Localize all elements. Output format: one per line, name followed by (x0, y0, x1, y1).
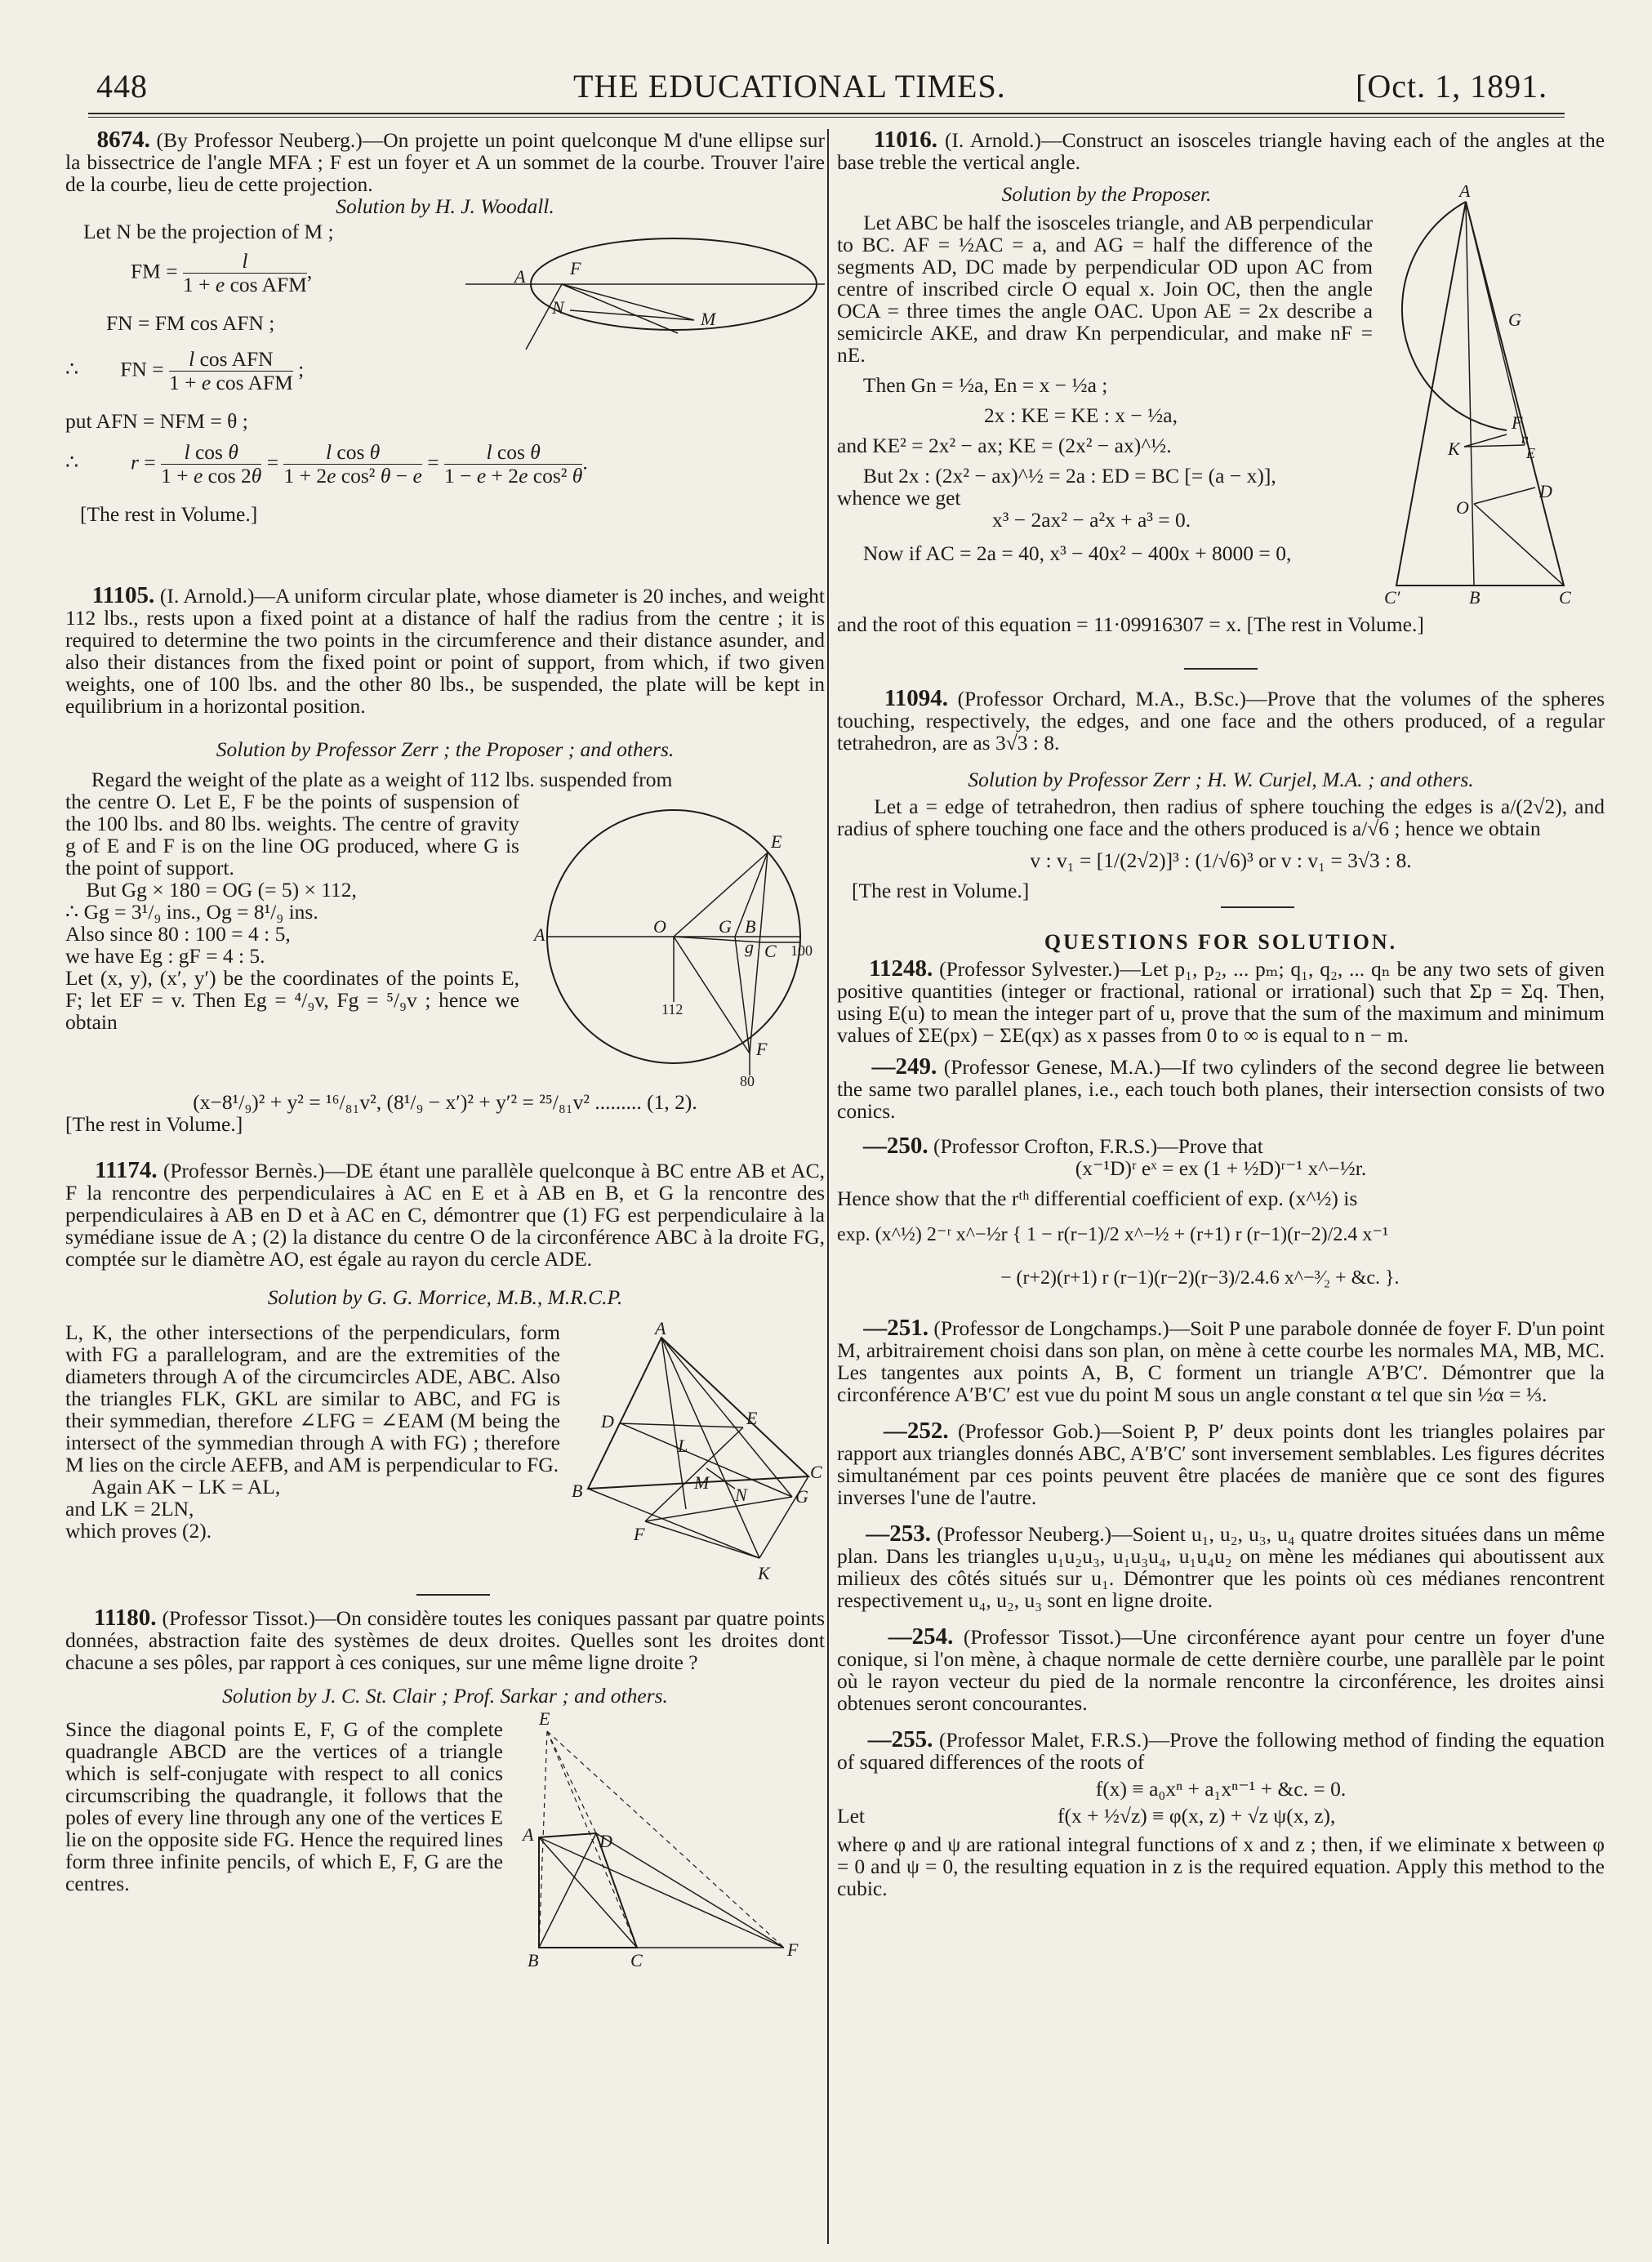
problem-11094: 11094. (Professor Orchard, M.A., B.Sc.)—Prove that the volumes of the spheres touching, respectively, the edges, and one face and the others produced, of a regular tetrahedron, are as 3√3 : 8. (837, 685, 1605, 755)
figure-complete-quadrangle (514, 1707, 808, 1968)
svg-text:A: A (534, 924, 545, 945)
problem-number: 8674. (96, 127, 150, 153)
svg-text:80: 80 (740, 1073, 755, 1088)
svg-text:C: C (810, 1462, 822, 1482)
svg-text:K: K (758, 1563, 770, 1583)
question-252: —252. (Professor Gob.)—Soient P, P′ deux points dont les triangles polaires par rapport aux triangles donnés ABC, A′B′C′ sont inversement semblables. Les figures décrites simultanément par ces points peuvent être placées de manière que ce sont des figures inverses l'une de l'autre. (837, 1418, 1605, 1509)
figure-circular-plate (531, 794, 825, 1088)
question-251: —251. (Professor de Longchamps.)—Soit P une parabole donnée de foyer F. D'un point M, arbitrairement choisi dans son plan, on mène à cette courbe les normales MA, MB, MC. Les tangentes aux points A, B, C forment un triangle A′B′C′. Démontrer que la circonférence A′B′C′ est vue du point M sous un angle constant α tel que sin ½α = ⅓. (837, 1315, 1605, 1406)
svg-text:F: F (1512, 412, 1523, 433)
svg-text:M: M (694, 1472, 710, 1493)
question-250: —250. (Professor Crofton, F.R.S.)—Prove that (862, 1133, 1263, 1159)
problem-11180: 11180. (Professor Tissot.)—On considère toutes les coniques passant par quatre points données, abstraction faite des systèmes de deux droites. Quelles sont les droites dont chacune a ses pôles, par rapport à ces coniques, sur une même ligne droite ? (65, 1605, 826, 1674)
question-253: —253. (Professor Neuberg.)—Soient u₁, u₂, u₃, u₄ quatre droites situées dans un même plan. Dans les triangles u₁u₂u₃, u₁u₃u₄, u₁u₄u₂ on mène les médianes qui aboutissent aux milieux des côtés situés sur u₁. Démontrer que les points où ces médianes rencontrent respectivement u₄, u₂, u₃ sont en ligne droite. (837, 1521, 1605, 1612)
header-rule (88, 113, 1565, 114)
solution-byline: Solution by H. J. Woodall. (336, 194, 554, 218)
svg-text:E: E (539, 1708, 550, 1729)
label-F: F (570, 258, 581, 278)
svg-text:D: D (1539, 481, 1552, 501)
right-column: 11016. (I. Arnold.)—Construct an isosceles triangle having each of the angles at the base treble the vertical angle. Solution by the Proposer. A G F n E K O D C′ B C Let ABC be half the isosceles triangle, and AB perpendicular to BC. AF = ½AC = a, and AG = half the difference of the segments AD, DC made by perpendicular OD upon AC from centre of inscribed circle O equal x. Join OC, then the angle OCA = three times the angle OAC. Upon AE = 2x describe a semicircle AKE, and draw Kn perpendicular, and make nF = nE. Then Gn = ½a, En = x − ½a ; 2x : KE = KE : x − ½a, and KE² = 2x² − ax; KE = (2x² − ax)^½. But 2x : (2x² − ax)^½ = 2a : ED = BC [= (a − x)], whence we get x³ − 2ax² − a²x + a³ = 0. Now if AC = 2a = 40, x³ − 40x² − 400x + 8000 = 0, and the root of this equation = 11·09916307 = x. [The rest in Volume.] 11094. (Professor Orchard, M.A., B.Sc.)—Prove that the volumes of the spheres touching, respectively, the edges, and one face and the others produced, of a regular tetrahedron, are as 3√3 : 8. Solution by Professor Zerr ; H. W. Curjel, M.A. ; and others. Let a = edge of tetrahedron, then radius of sphere touching the edges is a/(2√2), and radius of sphere touching one face and the others produced is a/√6 ; hence we obtain v : v₁ = [1/(2√2)]³ : (1/√6)³ or v : v₁ = 3√3 : 8. [The rest in Volume.] QUESTIONS FOR SOLUTION. 11248. (Professor Sylvester.)—Let p₁, p₂, ... pₘ; q₁, q₂, ... qₙ be any two sets of given positive quantities (integer or fractional, rational or irrational) such that Σp = Σq. Then, using E(u) to mean the integer part of u, prove that the sum of the maximum and minimum values of ΣE(px) − ΣE(qx) as x passes from 0 to ∞ is equal to n − m. —249. (Professor Genese, M.A.)—If two cylinders of the second degree lie between the same two parallel planes, i.e., each touch both planes, their intersection consists of two conics. —250. (Professor Crofton, F.R.S.)—Prove that (x⁻¹D)ʳ eˣ = ex (1 + ½D)ʳ⁻¹ x^−½r. Hence show that the rᵗʰ differential coefficient of exp. (x^½) is exp. (x^½) 2⁻ʳ x^−½r { 1 − r(r−1)/2 x^−½ + (r+1) r (r−1)(r−2)/2.4 x⁻¹ − (r+2)(r+1) r (r−1)(r−2)(r−3)/2.4.6 x^−³⁄₂ + &c. }. —251. (Professor de Longchamps.)—Soit P une parabole donnée de foyer F. D'un point M, arbitrairement choisi dans son plan, on mène à cette courbe les normales MA, MB, MC. Les tangentes aux points A, B, C forment un triangle A′B′C′. Démontrer que la circonférence A′B′C′ est vue du point M sous un angle constant α tel que sin ½α = ⅓. —252. (Professor Gob.)—Soient P, P′ deux points dont les triangles polaires par rapport aux triangles donnés ABC, A′B′C′ sont inversement semblables. Les figures décrites simultanément par ces points peuvent être placées de manière que ce sont des figures inverses l'une de l'autre. —253. (Professor Neuberg.)—Soient u₁, u₂, u₃, u₄ quatre droites situées dans un même plan. Dans les triangles u₁u₂u₃, u₁u₃u₄, u₁u₄u₂ on mène les médianes qui aboutissent aux milieux des côtés situés sur u₁. Démontrer que les points où ces médianes rencontrent respectivement u₄, u₂, u₃ sont en ligne droite. —254. (Professor Tissot.)—Une circonférence ayant pour centre un foyer d'une conique, si l'on mène, à chaque normale de cette dernière courbe, une parallèle par le point où le rayon vecteur du pied de la normale rencontre la circonférence, les droites ainsi obtenues seront concourantes. —255. (Professor Malet, F.R.S.)—Prove the following method of finding the equation of squared differences of the roots of f(x) ≡ a₀xⁿ + a₁xⁿ⁻¹ + &c. = 0. Let f(x + ½√z) ≡ φ(x, z) + √z ψ(x, z), where φ and ψ are rational integral functions of x and z ; then, if we eliminate x between φ = 0 and ψ = 0, the resulting equation in z is the required equation. Apply this method to the cubic. (837, 127, 1605, 1900)
svg-text:A: A (1459, 185, 1471, 201)
svg-text:G: G (1508, 309, 1521, 330)
solution-8674: A F N M Let N be the projection of M ; FM = $\frac{l}{\text{1 + e cos AFM}}$ , FN = FM cos AFN ; ∴ FN = $\frac{\text{l cos AFN}}{\text{1 + e cos AFM}}$ ; put AFN = NFM = θ ; ∴ r = $\frac{\text{l cos θ}}{\text{1 + e cos 2θ}}$ = $\frac{\text{l cos θ}}{\text{1 + 2e cos² θ − e}}$ = $\frac{\text{l cos θ}}{\text{1 − e + 2e cos² θ}}$ . [The rest in Volume.] (65, 217, 825, 575)
svg-text:G: G (795, 1486, 808, 1507)
svg-text:E: E (771, 831, 782, 852)
svg-text:F: F (634, 1524, 645, 1544)
svg-text:B: B (572, 1481, 583, 1501)
svg-text:112: 112 (661, 1001, 684, 1017)
questions-heading: QUESTIONS FOR SOLUTION. (1044, 930, 1398, 954)
svg-text:C′: C′ (1384, 587, 1400, 608)
header-rule-thin (88, 117, 1565, 118)
svg-text:B: B (745, 916, 756, 937)
svg-text:F: F (787, 1939, 799, 1960)
svg-text:C: C (1559, 587, 1571, 608)
issue-date: [Oct. 1, 1891. (1356, 68, 1548, 105)
section-separator (416, 1594, 490, 1596)
question-254: —254. (Professor Tissot.)—Une circonférence ayant pour centre un foyer d'une conique, si l'on mène, à chaque normale de cette dernière courbe, une parallèle par le point où le rayon vecteur du pied de la normale rencontre la circonférence, les droites ainsi obtenues seront concourantes. (837, 1623, 1605, 1715)
column-divider (827, 129, 829, 2244)
svg-text:100: 100 (790, 942, 813, 959)
section-separator (1221, 906, 1294, 908)
problem-11016: 11016. (I. Arnold.)—Construct an isosceles triangle having each of the angles at the base treble the vertical angle. (837, 127, 1605, 174)
svg-text:g: g (745, 937, 754, 957)
svg-text:L: L (678, 1436, 688, 1456)
problem-8674: 8674. (By Professor Neuberg.)—On projette un point quelconque M d'une ellipse sur la bissectrice de l'angle MFA ; F est un foyer et A un sommet de la courbe. Trouver l'aire de la courbe, lieu de cette projection. (65, 127, 826, 196)
question-255: —255. (Professor Malet, F.R.S.)—Prove the following method of finding the equation of squared differences of the roots of (837, 1726, 1605, 1774)
rest-in-volume: [The rest in Volume.] (80, 502, 258, 526)
figure-triangle-symmedian (572, 1321, 825, 1591)
svg-text:B: B (1469, 587, 1481, 608)
svg-text:O: O (1456, 497, 1469, 518)
eq-fm: FM = $\frac{l}{\text{1 + e cos AFM}}$ , (131, 249, 313, 296)
svg-text:G: G (719, 916, 732, 937)
svg-text:K: K (1448, 439, 1460, 459)
page-number: 448 (96, 68, 148, 105)
label-A: A (514, 266, 526, 287)
eq-r: ∴ r = $\frac{\text{l cos θ}}{\text{1 + e cos 2θ}}$ = $\frac{\text{l cos θ}}{\text{1 + 2e cos² θ − e}}$ = $\frac{\text{l cos θ}}{\text{1 − e + 2e cos² θ}}$ . (65, 440, 588, 488)
svg-text:B: B (528, 1950, 539, 1968)
figure-ellipse (465, 229, 825, 351)
svg-text:N: N (735, 1485, 747, 1505)
svg-text:E: E (746, 1408, 758, 1428)
svg-text:A: A (523, 1824, 534, 1845)
svg-text:O: O (653, 916, 666, 937)
problem-11105: 11105. (I. Arnold.)—A uniform circular plate, whose diameter is 20 inches, and weight 112 lbs., rests upon a fixed point at a distance of half the radius from the centre ; it is required to determine the two points in the circumference and their distance asunder, and also their distances from the fixed point or point of support, from which, if two given weights, one of 100 lbs. and the other 80 lbs., be suspended, the plate will be kept in equilibrium in a horizontal position. (65, 582, 826, 718)
journal-title: THE EDUCATIONAL TIMES. (573, 68, 1006, 105)
svg-text:F: F (756, 1039, 768, 1059)
svg-text:D: D (601, 1411, 614, 1432)
svg-text:D: D (599, 1831, 612, 1851)
question-249: —249. (Professor Genese, M.A.)—If two cylinders of the second degree lie between the same two parallel planes, i.e., each touch both planes, their intersection consists of two conics. (837, 1053, 1605, 1123)
label-N: N (552, 297, 564, 318)
label-M: M (701, 309, 716, 329)
left-column: 8674. (By Professor Neuberg.)—On projette un point quelconque M d'une ellipse sur la bissectrice de l'angle MFA ; F est un foyer et A un sommet de la courbe. Trouver l'aire de la courbe, lieu de cette projection. Solution by H. J. Woodall. A F N M Let N be the projection of M ; FM = $\frac{l}{\text{1 + e cos AFM}}$ , FN = FM cos AFN ; ∴ FN = $\frac{\text{l cos AFN}}{\text{1 + e cos AFM}}$ ; put AFN = NFM = θ ; ∴ r = $\frac{\text{l cos θ}}{\text{1 + e cos 2θ}}$ = $\frac{\text{l cos θ}}{\text{1 + 2e cos² θ − e}}$ = $\frac{\text{l cos θ}}{\text{1 − e + 2e cos² θ}}$ . [The rest in Volume.] 11105. (I. Arnold.)—A uniform circular plate, whose diameter is 20 inches, and weight 112 lbs., rests upon a fixed point at a distance of half the radius from the centre ; it is required to determine the two points in the circumference and their distance asunder, and also their distances from the fixed point or point of support, from which, if two given weights, one of 100 lbs. and the other 80 lbs., be suspended, the plate will be kept in equilibrium in a horizontal position. Solution by Professor Zerr ; the Proposer ; and others. Regard the weight of the plate as a weight of 112 lbs. suspended from A O G B g C E F 100 112 80 the centre O. Let E, F be the points of suspension of the 100 lbs. and 80 lbs. weights. The centre of gravity g of E and F is on the line OG produced, where G is the point of support. But Gg × 180 = OG (= 5) × 112, ∴ Gg = 3¹/₉ ins., Og = 8¹/₉ ins. Also since 80 : 100 = 4 : 5, we have Eg : gF = 4 : 5. Let (x, y), (x′, y′) be the coordinates of the points E, F; let EF = v. Then Eg = ⁴/₉v, Fg = ⁵/₉v ; hence we obtain (x−8¹/₉)² + y² = ¹⁶/₈₁v², (8¹/₉ − x′)² + y′² = ²⁵/₈₁v² ......... (1, 2). [The rest in Volume.] 11174. (Professor Bernès.)—DE étant une parallèle quelconque à BC entre AB et AC, F la rencontre des perpendiculaires à AC en E et à AB en B, et G la rencontre des perpendiculaires à AB en D et à AC en C, démontrer que (1) FG est perpendiculaire à la symédiane issue de A ; (2) la distance du centre O de la circonférence ABC à la droite FG, comptée sur le diamètre AO, est égale au rayon du cercle ADE. Solution by G. G. Morrice, M.B., M.R.C.P. A D E L B M N C G F K L, K, the other intersections of the perpendiculars, form with FG a parallelogram, and are the extremities of the diameters through A of the circumcircles ADE, ABC. Also the triangles FLK, GKL are similar to ABC, and FG is their symmedian, therefore ∠LFG = ∠EAM (M being the intersect of the symmedian through A with FG) ; therefore M lies on the circle AEFB, and AM is perpendicular to FG. Again AK − LK = AL, and LK = 2LN, which proves (2). 11180. (Professor Tissot.)—On considère toutes les coniques passant par quatre points données, abstraction faite des systèmes de deux droites. Quelles sont les droites dont chacune a ses pôles, par rapport à ces coniques, sur une même ligne droite ? Solution by J. C. St. Clair ; Prof. Sarkar ; and others. E A D B C F Since the diagonal points E, F, G of the complete quadrangle ABCD are the vertices of a triangle which is self-conjugate with respect to all conics circumscribing the quadrangle, it follows that the poles of every line through any one of the vertices E lie on the opposite side FG. Hence the required lines form three infinite pencils, of which E, F, G are the centres. (65, 129, 825, 1971)
eq-fn: ∴ FN = $\frac{\text{l cos AFN}}{\text{1 + e cos AFM}}$ ; (65, 347, 305, 394)
figure-isosceles-construction (1384, 185, 1605, 610)
svg-text:C: C (764, 941, 777, 961)
svg-text:E: E (1526, 445, 1535, 461)
problem-11174: 11174. (Professor Bernès.)—DE étant une parallèle quelconque à BC entre AB et AC, F la rencontre des perpendiculaires à AC en E et à AB en B, et G la rencontre des perpendiculaires à AB en D et à AC en C, démontrer que (1) FG est perpendiculaire à la symédiane issue de A ; (2) la distance du centre O de la circonférence ABC à la droite FG, comptée sur le diamètre AO, est égale au rayon du cercle ADE. (65, 1157, 825, 1271)
svg-text:A: A (655, 1321, 666, 1338)
svg-text:C: C (630, 1950, 643, 1968)
question-11248: 11248. (Professor Sylvester.)—Let p₁, p₂, ... pₘ; q₁, q₂, ... qₙ be any two sets of given positive quantities (integer or fractional, rational or irrational) such that Σp = Σq. Then, using E(u) to mean the integer part of u, prove that the sum of the maximum and minimum values of ΣE(px) − ΣE(qx) as x passes from 0 to ∞ is equal to n − m. (837, 955, 1605, 1047)
section-separator (1184, 668, 1258, 670)
svg-text:n: n (1521, 430, 1529, 447)
page-header (90, 67, 1568, 116)
